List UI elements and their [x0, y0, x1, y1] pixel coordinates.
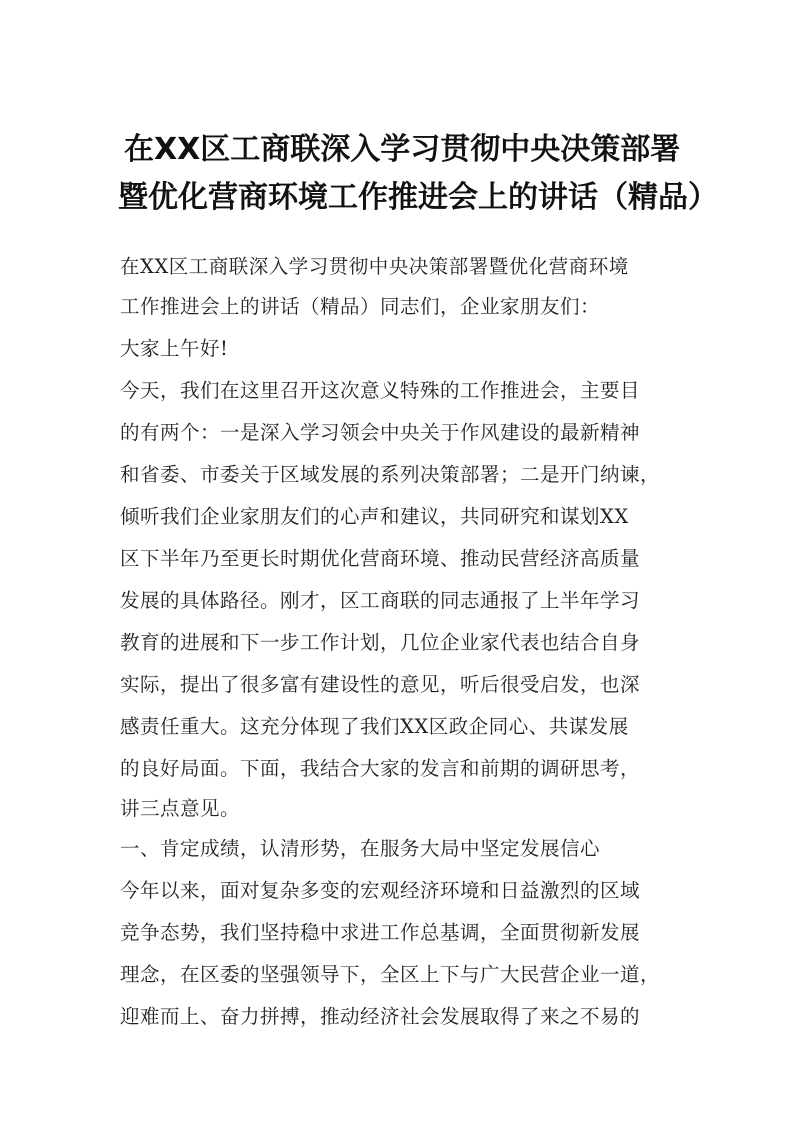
body-line-8: 区下半年乃至更长时期优化营商环境、推动民营经济高质量 — [120, 547, 641, 570]
document-title-line-1: 在XX区工商联深入学习贯彻中央决策部署 — [124, 132, 681, 167]
body-line-2: 工作推进会上的讲话（精品）同志们，企业家朋友们： — [120, 295, 601, 318]
body-line-1: 在XX区工商联深入学习贯彻中央决策部署暨优化营商环境 — [120, 255, 629, 278]
body-line-5: 的有两个：一是深入学习领会中央关于作风建设的最新精神 — [120, 421, 641, 444]
body-line-13: 的良好局面。下面，我结合大家的发言和前期的调研思考， — [120, 757, 641, 780]
body-line-16: 今年以来，面对复杂多变的宏观经济环境和日益激烈的区域 — [120, 879, 641, 902]
body-line-12: 感责任重大。这充分体现了我们XX区政企同心、共谋发展 — [120, 715, 629, 738]
body-line-10: 教育的进展和下一步工作计划，几位企业家代表也结合自身 — [120, 631, 641, 654]
body-line-9: 发展的具体路径。刚才，区工商联的同志通报了上半年学习 — [120, 589, 641, 612]
body-line-6: 和省委、市委关于区域发展的系列决策部署；二是开门纳谏， — [120, 463, 661, 486]
body-line-3: 大家上午好! — [120, 337, 229, 360]
body-line-17: 竞争态势，我们坚持稳中求进工作总基调，全面贯彻新发展 — [120, 921, 641, 944]
body-line-19: 迎难而上、奋力拼搏，推动经济社会发展取得了来之不易的 — [120, 1005, 641, 1028]
body-line-7: 倾听我们企业家朋友们的心声和建议，共同研究和谋划XX — [120, 505, 629, 528]
body-line-18: 理念，在区委的坚强领导下，全区上下与广大民营企业一道， — [120, 963, 661, 986]
section-heading-1: 一、肯定成绩，认清形势，在服务大局中坚定发展信心 — [120, 837, 601, 860]
body-line-4: 今天，我们在这里召开这次意义特殊的工作推进会，主要目 — [120, 379, 641, 402]
document-title-line-2: 暨优化营商环境工作推进会上的讲话（精品） — [118, 180, 718, 215]
body-line-11: 实际，提出了很多富有建设性的意见，听后很受启发，也深 — [120, 673, 641, 696]
body-line-14: 讲三点意见。 — [120, 797, 241, 820]
